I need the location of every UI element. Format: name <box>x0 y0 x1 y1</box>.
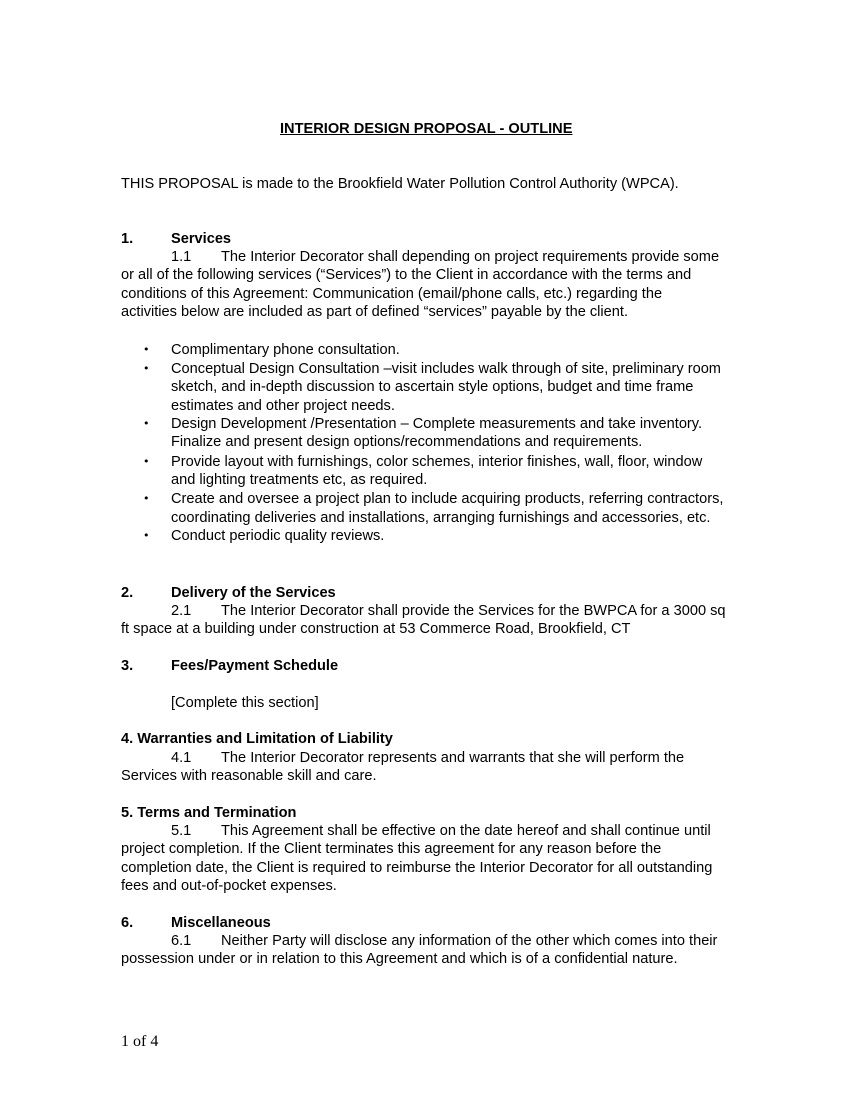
clause-number: 6.1 <box>171 933 192 949</box>
clause-number: 2.1 <box>171 603 192 619</box>
section-heading: 4. Warranties and Limitation of Liability <box>121 731 393 747</box>
clause-number: 4.1 <box>171 750 192 766</box>
bullet-item-line: Finalize and present design options/recommendations and requirements. <box>171 434 643 450</box>
section-heading: Miscellaneous <box>171 915 271 931</box>
clause-line: fees and out-of-pocket expenses. <box>121 878 337 894</box>
bullet-item-line: Conceptual Design Consultation –visit includes walk through of site, preliminary room <box>171 361 721 377</box>
section-number: 3. <box>121 658 134 674</box>
clause-line: possession under or in relation to this Agreement and which is of a confidential nature. <box>121 951 678 967</box>
section-number: 1. <box>121 231 134 247</box>
section-number: 6. <box>121 915 134 931</box>
clause-number: 1.1 <box>171 249 192 265</box>
clause-line: conditions of this Agreement: Communication (email/phone calls, etc.) regarding the <box>121 286 663 302</box>
bullet-item-line: Complimentary phone consultation. <box>171 342 400 358</box>
bullet-item-line: sketch, and in-depth discussion to ascertain style options, budget and time frame <box>171 379 694 395</box>
bullet-item-line: Create and oversee a project plan to include acquiring products, referring contractors, <box>171 491 724 507</box>
document-title: INTERIOR DESIGN PROPOSAL - OUTLINE <box>280 121 573 137</box>
bullet-marker: • <box>143 455 150 468</box>
section-heading: Fees/Payment Schedule <box>171 658 339 674</box>
clause-line: This Agreement shall be effective on the date hereof and shall continue until <box>221 823 711 839</box>
clause-line: completion date, the Client is required to reimburse the Interior Decorator for all outstanding <box>121 860 713 876</box>
clause-line: activities below are included as part of defined “services” payable by the client. <box>121 304 628 320</box>
clause-line: or all of the following services (“Services”) to the Client in accordance with the terms and <box>121 267 692 283</box>
clause-line: The Interior Decorator represents and warrants that she will perform the <box>221 750 685 766</box>
intro-paragraph: THIS PROPOSAL is made to the Brookfield Water Pollution Control Authority (WPCA). <box>121 176 679 192</box>
clause-line: project completion. If the Client terminates this agreement for any reason before the <box>121 841 662 857</box>
bullet-item-line: Provide layout with furnishings, color schemes, interior finishes, wall, floor, window <box>171 454 703 470</box>
bullet-marker: • <box>143 362 150 375</box>
bullet-item-line: and lighting treatments etc, as required. <box>171 472 428 488</box>
bullet-marker: • <box>143 343 150 356</box>
bullet-item-line: Conduct periodic quality reviews. <box>171 528 385 544</box>
clause-line: ft space at a building under construction at 53 Commerce Road, Brookfield, CT <box>121 621 631 637</box>
section-heading: Delivery of the Services <box>171 585 336 601</box>
placeholder-text: [Complete this section] <box>171 695 319 711</box>
clause-line: Services with reasonable skill and care. <box>121 768 377 784</box>
clause-number: 5.1 <box>171 823 192 839</box>
section-number: 2. <box>121 585 134 601</box>
bullet-item-line: Design Development /Presentation – Complete measurements and take inventory. <box>171 416 703 432</box>
bullet-marker: • <box>143 417 150 430</box>
clause-line: The Interior Decorator shall provide the Services for the BWPCA for a 3000 sq <box>221 603 726 619</box>
bullet-marker: • <box>143 529 150 542</box>
section-heading: Services <box>171 231 232 247</box>
clause-line: The Interior Decorator shall depending on project requirements provide some <box>221 249 720 265</box>
bullet-item-line: coordinating deliveries and installations, arranging furnishings and accessories, etc. <box>171 510 711 526</box>
section-heading: 5. Terms and Termination <box>121 805 297 821</box>
bullet-item-line: estimates and other project needs. <box>171 398 395 414</box>
bullet-marker: • <box>143 492 150 505</box>
page-number: 1 of 4 <box>121 1033 159 1050</box>
clause-line: Neither Party will disclose any information of the other which comes into their <box>221 933 718 949</box>
